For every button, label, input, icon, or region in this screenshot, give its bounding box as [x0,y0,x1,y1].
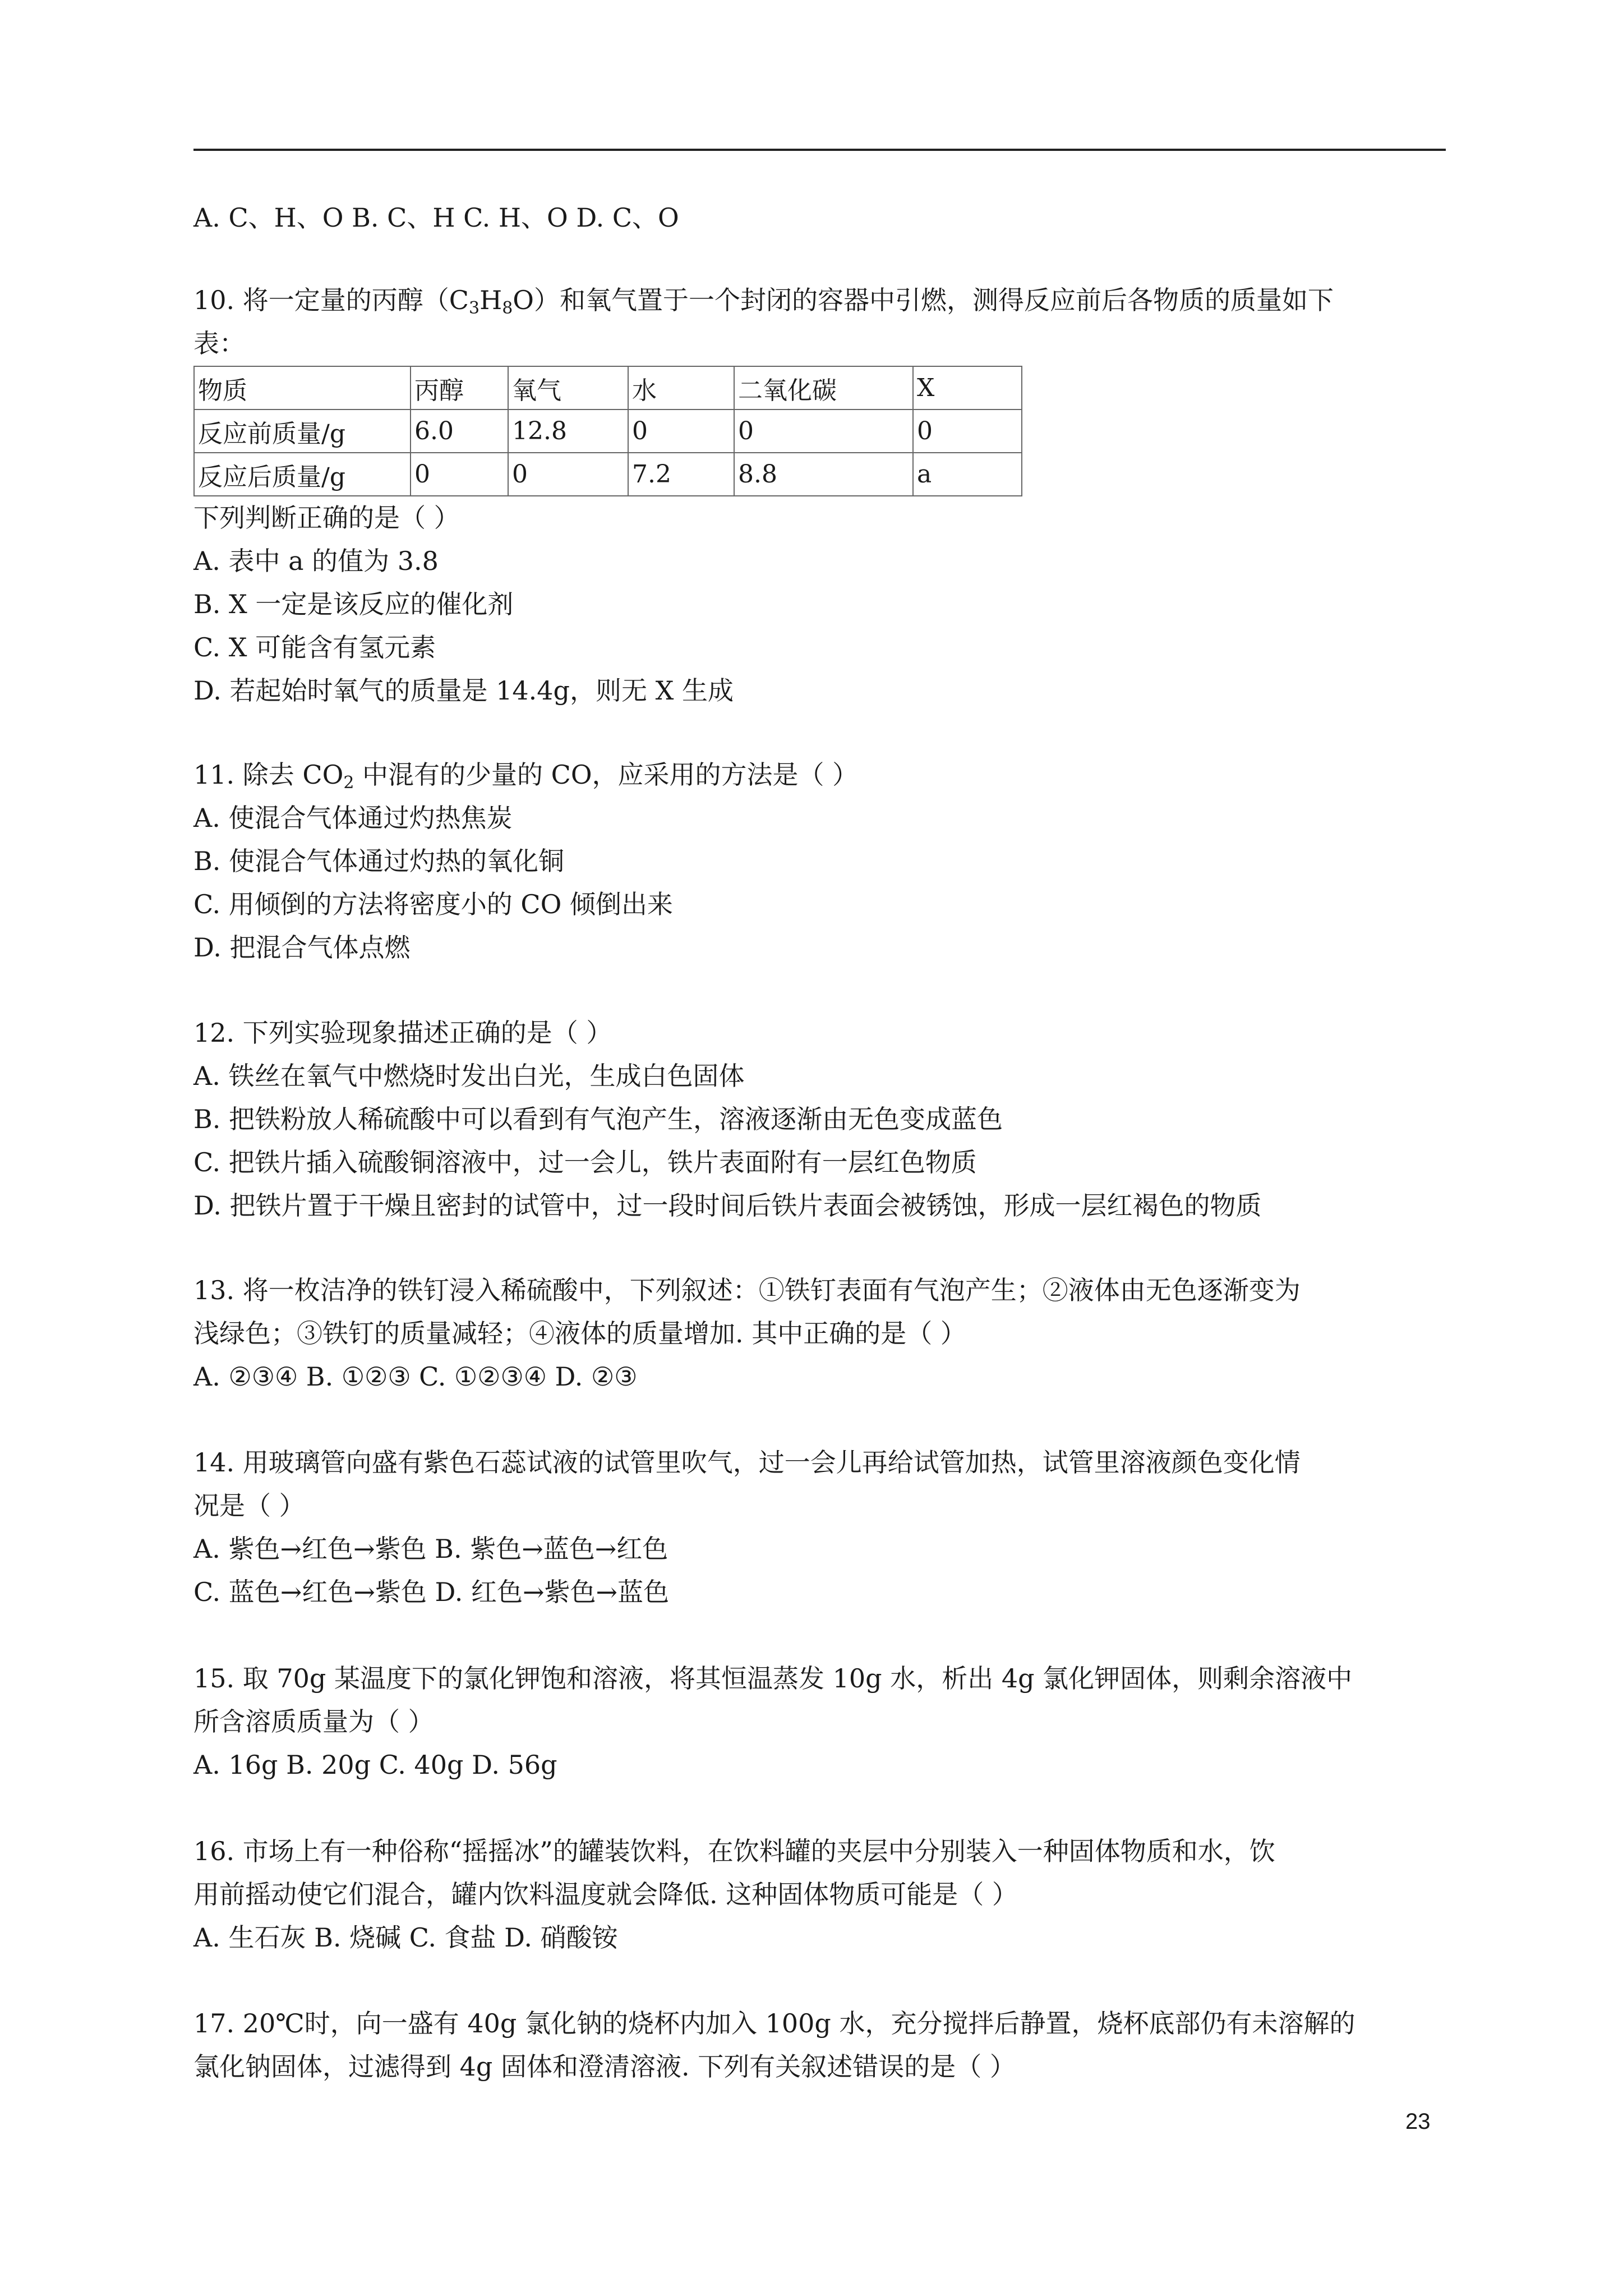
q14-options-line1: A. 紫色→红色→紫色 B. 紫色→蓝色→红色 [193,1534,668,1564]
table-cell: 0 [913,409,1022,453]
q16-stem-line1: 16. 市场上有一种俗称“摇摇冰”的罐装饮料，在饮料罐的夹层中分别装入一种固体物质和水，饮 [193,1836,1275,1866]
table-cell: 物质 [194,366,411,409]
table-row [194,409,1022,453]
q10-option-a: A. 表中 a 的值为 3.8 [193,546,439,576]
q14-stem-line2: 况是（ ） [193,1490,305,1521]
table-cell: 12.8 [508,409,628,453]
q13-stem-line2: 浅绿色；③铁钉的质量减轻；④液体的质量增加. 其中正确的是（ ） [193,1318,966,1349]
q10-option-c: C. X 可能含有氢元素 [193,632,436,662]
q11-stem: 11. 除去 $CO_2$ 中混有的少量的 CO，应采用的方法是（ ） [193,760,859,793]
q17-stem-line2: 氯化钠固体，过滤得到 4g 固体和澄清溶液. 下列有关叙述错误的是（ ） [193,2051,1016,2082]
table-header-row [194,366,1022,409]
q12-option-c: C. 把铁片插入硫酸铜溶液中，过一会儿，铁片表面附有一层红色物质 [193,1147,977,1177]
q10-option-b: B. X 一定是该反应的催化剂 [193,589,514,619]
table-cell: 二氧化碳 [734,366,913,409]
q11-option-d: D. 把混合气体点燃 [193,932,411,963]
table-cell: X [913,366,1022,409]
q10-stem: 10. 将一定量的丙醇$(C_3H_8O)$和氧气置于一个封闭的容器中引燃，测得反应前后各物质的质量如下 [193,285,1334,318]
q14-stem-line1: 14. 用玻璃管向盛有紫色石蕊试液的试管里吹气，过一会儿再给试管加热，试管里溶液颜色变化情 [193,1447,1301,1478]
table-cell: 8.8 [734,453,913,496]
table-cell: 0 [628,409,734,453]
q14-options-line2: C. 蓝色→红色→紫色 D. 红色→紫色→蓝色 [193,1577,670,1607]
q13-stem-line1: 13. 将一枚洁净的铁钉浸入稀硫酸中，下列叙述：①铁钉表面有气泡产生；②液体由无色逐渐变为 [193,1275,1301,1305]
header-rule [193,149,1446,151]
table-cell: 丙醇 [411,366,508,409]
table-row [194,453,1022,496]
table-cell: 0 [734,409,913,453]
q12-stem: 12. 下列实验现象描述正确的是（ ） [193,1018,612,1048]
q9-options: A. C、H、O B. C、H C. H、O D. C、O [193,203,679,233]
page-number: 23 [1405,2109,1431,2134]
q12-option-d: D. 把铁片置于干燥且密封的试管中，过一段时间后铁片表面会被锈蚀，形成一层红褐色的物质 [193,1190,1262,1221]
table-cell: 7.2 [628,453,734,496]
q17-stem-line1: 17. 20℃时，向一盛有 40g 氯化钠的烧杯内加入 100g 水，充分搅拌后静置，烧杯底部仍有未溶解的 [193,2008,1355,2039]
q11-option-c: C. 用倾倒的方法将密度小的 CO 倾倒出来 [193,889,673,919]
q10-prompt: 下列判断正确的是（ ） [193,503,460,533]
table-cell: 氧气 [508,366,628,409]
table-cell: 0 [508,453,628,496]
q13-options: A. ②③④ B. ①②③ C. ①②③④ D. ②③ [193,1361,638,1392]
q16-stem-line2: 用前摇动使它们混合，罐内饮料温度就会降低. 这种固体物质可能是（ ） [193,1879,1018,1910]
q15-stem-line2: 所含溶质质量为（ ） [193,1706,434,1737]
q16-options: A. 生石灰 B. 烧碱 C. 食盐 D. 硝酸铵 [193,1922,618,1953]
table-cell: 6.0 [411,409,508,453]
table-cell: 水 [628,366,734,409]
q12-option-b: B. 把铁粉放人稀硫酸中可以看到有气泡产生，溶液逐渐由无色变成蓝色 [193,1104,1003,1134]
q10-stem-line2: 表： [193,328,245,358]
q12-option-a: A. 铁丝在氧气中燃烧时发出白光，生成白色固体 [193,1061,745,1091]
q10-option-d: D. 若起始时氧气的质量是 14.4g，则无 X 生成 [193,675,734,706]
q11-option-a: A. 使混合气体通过灼热焦炭 [193,803,513,833]
q10-mass-table [193,366,1022,496]
table-cell: 反应前质量/g [194,409,411,453]
table-cell: 反应后质量/g [194,453,411,496]
q15-stem-line1: 15. 取 70g 某温度下的氯化钾饱和溶液，将其恒温蒸发 10g 水，析出 4g 氯化钾固体，则剩余溶液中 [193,1663,1353,1694]
table-cell: a [913,453,1022,496]
q11-option-b: B. 使混合气体通过灼热的氧化铜 [193,846,565,876]
table-cell: 0 [411,453,508,496]
q15-options: A. 16g B. 20g C. 40g D. 56g [193,1750,557,1780]
